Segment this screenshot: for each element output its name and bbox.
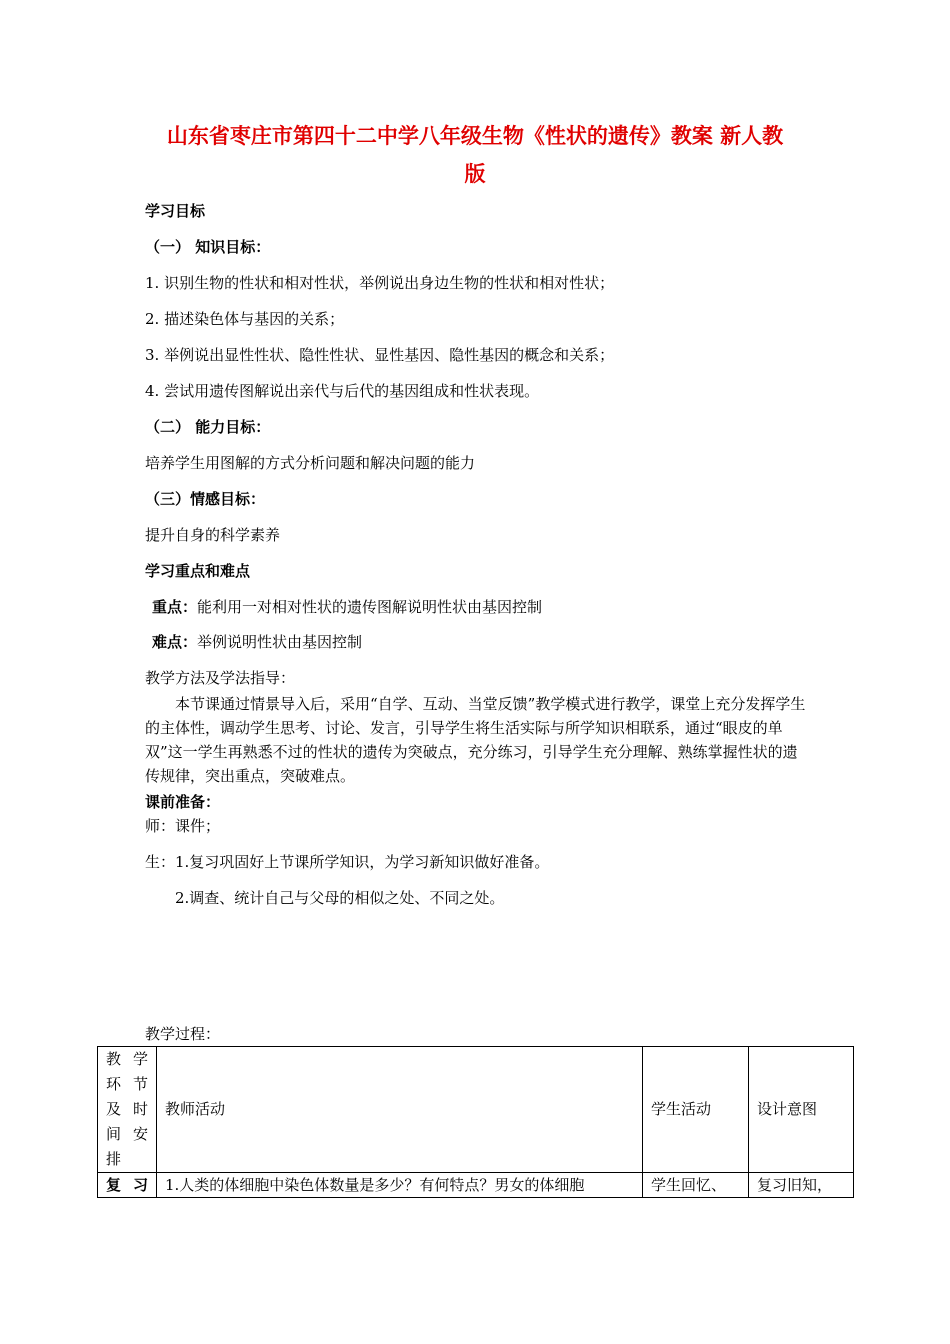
focus-label: 重点：	[152, 598, 198, 616]
table-row	[98, 1173, 854, 1198]
student-activity-header: 学生活动	[643, 1047, 749, 1173]
design-intent-header: 设计意图	[749, 1047, 854, 1173]
difficulty-label: 难点：	[152, 633, 198, 651]
process-table	[97, 1046, 854, 1198]
method-paragraph: 本节课通过情景导入后，采用“自学、互动、当堂反馈”教学模式进行教学，课堂上充分发挥学生的主体性，调动学生思考、讨论、发言，引导学生将生活实际与所学知识相联系，通过“眼皮的单双”这一学生再熟悉不过的性状的遗传为突破点，充分练习，引导学生充分理解、熟练掌握性状的遗传规律，突出重点，突破难点。	[145, 695, 806, 785]
student-activity-cell: 学生回忆、	[643, 1173, 749, 1198]
method-heading: 教学方法及学法指导：	[145, 669, 296, 687]
phase-header-cell	[98, 1047, 157, 1173]
phase-cell: 复 习	[98, 1173, 157, 1198]
process-heading: 教学过程：	[145, 1025, 221, 1043]
document-title-line-1: 山东省枣庄市第四十二中学八年级生物《性状的遗传》教案 新人教	[166, 124, 784, 148]
knowledge-item: 4. 尝试用遗传图解说出亲代与后代的基因组成和性状表现。	[145, 382, 540, 400]
phase-header-line: 教 学	[106, 1050, 148, 1068]
ability-goals-text: 培养学生用图解的方式分析问题和解决问题的能力	[145, 454, 476, 472]
difficulty-text: 举例说明性状由基因控制	[197, 633, 363, 651]
knowledge-item: 3. 举例说出显性性状、隐性性状、显性基因、隐性基因的概念和关系；	[145, 346, 615, 364]
phase-header-line: 排	[106, 1150, 122, 1168]
focus-line	[152, 597, 542, 617]
focus-text: 能利用一对相对性状的遗传图解说明性状由基因控制	[197, 598, 543, 616]
learning-goals-heading: 学习目标	[145, 202, 206, 220]
document-title-line-2: 版	[464, 162, 486, 186]
emotion-goals-text: 提升自身的科学素养	[145, 526, 281, 544]
emotion-goals-heading: （三）情感目标：	[145, 490, 266, 508]
knowledge-item: 2. 描述染色体与基因的关系；	[145, 310, 345, 328]
prep-student-1: 生：1.复习巩固好上节课所学知识，为学习新知识做好准备。	[145, 853, 550, 871]
prep-student-2: 2.调查、统计自己与父母的相似之处、不同之处。	[175, 889, 505, 907]
focus-difficulty-heading: 学习重点和难点	[145, 562, 251, 580]
knowledge-item: 1. 识别生物的性状和相对性状，举例说出身边生物的性状和相对性状；	[145, 274, 615, 292]
design-intent-cell: 复习旧知，	[749, 1173, 854, 1198]
phase-header-line: 环 节	[106, 1075, 148, 1093]
prep-teacher: 师：课件；	[145, 817, 221, 835]
difficulty-line	[152, 632, 362, 652]
ability-goals-heading: （二） 能力目标：	[145, 418, 271, 436]
teacher-activity-cell: 1.人类的体细胞中染色体数量是多少？有何特点？男女的体细胞	[157, 1173, 643, 1198]
teacher-activity-header: 教师活动	[157, 1047, 643, 1173]
phase-header-line: 及 时	[106, 1100, 148, 1118]
table-header-row	[98, 1047, 854, 1173]
prep-heading: 课前准备：	[145, 793, 221, 811]
phase-header-line: 间 安	[106, 1125, 148, 1143]
knowledge-goals-heading: （一） 知识目标：	[145, 238, 271, 256]
